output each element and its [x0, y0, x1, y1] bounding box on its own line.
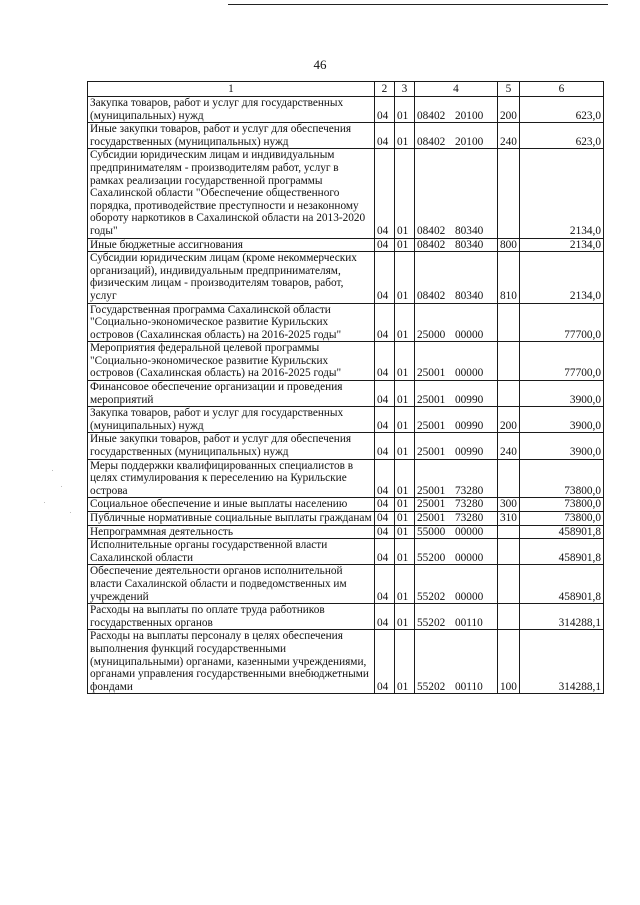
- program-code-part1: 25001: [417, 512, 446, 524]
- row-amount: 314288,1: [520, 630, 604, 694]
- row-section: 04: [375, 149, 395, 238]
- program-code-part1: 55202: [417, 680, 446, 693]
- row-section: 04: [375, 539, 395, 565]
- row-subsection: 01: [395, 303, 415, 342]
- program-code-part1: 55200: [417, 551, 446, 564]
- page-number: 46: [313, 57, 327, 72]
- row-expense-type: 200: [498, 407, 520, 433]
- row-amount: 3900,0: [520, 381, 604, 407]
- row-subsection: 01: [395, 433, 415, 459]
- program-code-part2: 00000: [455, 525, 484, 538]
- row-name: Обеспечение деятельности органов исполнительной власти Сахалинской области и подведомственных им учреждений: [88, 565, 375, 604]
- row-section: 04: [375, 525, 395, 539]
- row-expense-type: [498, 525, 520, 539]
- row-subsection: 01: [395, 407, 415, 433]
- row-amount: 77700,0: [520, 303, 604, 342]
- row-section: 04: [375, 381, 395, 407]
- row-section: 04: [375, 459, 395, 498]
- program-code-part1: 25000: [417, 328, 446, 341]
- row-expense-type: 240: [498, 433, 520, 459]
- row-expense-type: [498, 149, 520, 238]
- program-code-part1: 08402: [417, 238, 446, 251]
- program-code-part2: 00990: [455, 446, 484, 459]
- row-amount: 73800,0: [520, 459, 604, 498]
- program-code-part2: 80340: [455, 238, 484, 251]
- table-body: [88, 82, 604, 694]
- table-row: [88, 407, 604, 433]
- program-code-part1: 08402: [417, 135, 446, 148]
- table-row: [88, 97, 604, 123]
- row-name: Иные бюджетные ассигнования: [88, 238, 375, 252]
- table-row: [88, 630, 604, 694]
- row-expense-type: 300: [498, 498, 520, 512]
- top-rule: [228, 4, 608, 5]
- row-name: Публичные нормативные социальные выплаты гражданам: [88, 512, 375, 526]
- row-amount: 458901,8: [520, 565, 604, 604]
- row-expense-type: [498, 604, 520, 630]
- row-program-code: [415, 525, 498, 539]
- table-row: [88, 381, 604, 407]
- column-header: 2: [375, 82, 395, 97]
- row-subsection: 01: [395, 381, 415, 407]
- row-section: 04: [375, 97, 395, 123]
- program-code-part1: 25001: [417, 446, 446, 459]
- row-expense-type: [498, 565, 520, 604]
- program-code-part2: 00000: [455, 551, 484, 564]
- row-name: Мероприятия федеральной целевой программы "Социально-экономическое развитие Курильских островов (Сахалинская область) на 2016-2025 годы": [88, 342, 375, 381]
- row-name: Социальное обеспечение и иные выплаты населению: [88, 498, 375, 512]
- row-expense-type: 240: [498, 123, 520, 149]
- program-code-part2: 00990: [455, 393, 484, 406]
- program-code-part1: 25001: [417, 498, 446, 511]
- program-code-part1: 25001: [417, 419, 446, 432]
- row-program-code: [415, 498, 498, 512]
- row-amount: 314288,1: [520, 604, 604, 630]
- table-row: [88, 539, 604, 565]
- program-code-part2: 20100: [455, 135, 484, 148]
- row-program-code: [415, 512, 498, 526]
- row-program-code: [415, 433, 498, 459]
- table-row: [88, 525, 604, 539]
- row-section: 04: [375, 252, 395, 303]
- program-code-part2: 00000: [455, 328, 484, 341]
- program-code-part2: 00000: [455, 367, 484, 380]
- program-code-part2: 00110: [455, 616, 483, 629]
- program-code-part2: 73280: [455, 498, 484, 511]
- table-row: [88, 123, 604, 149]
- row-section: 04: [375, 407, 395, 433]
- row-subsection: 01: [395, 459, 415, 498]
- row-program-code: [415, 381, 498, 407]
- column-header: 3: [395, 82, 415, 97]
- row-program-code: [415, 565, 498, 604]
- row-program-code: [415, 539, 498, 565]
- row-section: 04: [375, 123, 395, 149]
- table-row: [88, 303, 604, 342]
- row-name: Субсидии юридическим лицам (кроме некоммерческих организаций), индивидуальным предпринимателям, физическим лицам - производителям товаров, работ, услуг: [88, 252, 375, 303]
- row-expense-type: 800: [498, 238, 520, 252]
- program-code-part1: 55202: [417, 590, 446, 603]
- program-code-part2: 00990: [455, 419, 484, 432]
- table-row: [88, 512, 604, 526]
- row-program-code: [415, 407, 498, 433]
- program-code-part2: 00000: [455, 590, 484, 603]
- program-code-part2: 80340: [455, 289, 484, 302]
- row-subsection: 01: [395, 238, 415, 252]
- row-expense-type: 810: [498, 252, 520, 303]
- row-subsection: 01: [395, 565, 415, 604]
- column-header: 6: [520, 82, 604, 97]
- row-name: Расходы на выплаты персоналу в целях обеспечения выполнения функций государственными (муниципальными) органами, казенными учреждениями, органами управления государственными внебюджетными фондами: [88, 630, 375, 694]
- program-code-part1: 55202: [417, 616, 446, 629]
- row-program-code: [415, 303, 498, 342]
- program-code-part2: 80340: [455, 224, 484, 237]
- row-expense-type: 100: [498, 630, 520, 694]
- table-row: [88, 498, 604, 512]
- row-amount: 73800,0: [520, 512, 604, 526]
- row-program-code: [415, 604, 498, 630]
- row-subsection: 01: [395, 604, 415, 630]
- program-code-part2: 00110: [455, 680, 483, 693]
- table-row: [88, 565, 604, 604]
- row-program-code: [415, 97, 498, 123]
- row-name: Иные закупки товаров, работ и услуг для обеспечения государственных (муниципальных) нужд: [88, 123, 375, 149]
- row-name: Расходы на выплаты по оплате труда работников государственных органов: [88, 604, 375, 630]
- table-row: [88, 433, 604, 459]
- row-expense-type: 310: [498, 512, 520, 526]
- program-code-part1: 08402: [417, 109, 446, 122]
- row-program-code: [415, 238, 498, 252]
- row-name: Субсидии юридическим лицам и индивидуальным предпринимателям - производителям работ, услуг в рамках реализации государственной программы Сахалинской области "Обеспечение общественного порядка, противодействие преступности и незаконному обороту наркотиков в Сахалинской области на 2013-2020 годы": [88, 149, 375, 238]
- table-row: [88, 604, 604, 630]
- row-name: Финансовое обеспечение организации и проведения мероприятий: [88, 381, 375, 407]
- table-row: [88, 149, 604, 238]
- row-amount: 458901,8: [520, 539, 604, 565]
- program-code-part2: 20100: [455, 109, 484, 122]
- column-header: 5: [498, 82, 520, 97]
- row-section: 04: [375, 303, 395, 342]
- row-amount: 77700,0: [520, 342, 604, 381]
- table-row: [88, 238, 604, 252]
- row-program-code: [415, 149, 498, 238]
- row-subsection: 01: [395, 97, 415, 123]
- row-name: Непрограммная деятельность: [88, 525, 375, 539]
- row-section: 04: [375, 630, 395, 694]
- row-program-code: [415, 252, 498, 303]
- row-section: 04: [375, 498, 395, 512]
- row-section: 04: [375, 565, 395, 604]
- row-section: 04: [375, 512, 395, 526]
- row-expense-type: [498, 342, 520, 381]
- program-code-part1: 25001: [417, 484, 446, 497]
- row-subsection: 01: [395, 525, 415, 539]
- budget-table: [87, 81, 604, 694]
- row-amount: 3900,0: [520, 433, 604, 459]
- row-program-code: [415, 123, 498, 149]
- row-name: Государственная программа Сахалинской области "Социально-экономическое развитие Курильских островов (Сахалинская область) на 2016-2025 годы": [88, 303, 375, 342]
- row-amount: 623,0: [520, 97, 604, 123]
- program-code-part1: 08402: [417, 224, 446, 237]
- table-header-row: [88, 82, 604, 97]
- program-code-part2: 73280: [455, 484, 484, 497]
- row-subsection: 01: [395, 342, 415, 381]
- row-amount: 2134,0: [520, 252, 604, 303]
- row-program-code: [415, 459, 498, 498]
- row-expense-type: 200: [498, 97, 520, 123]
- table-row: [88, 252, 604, 303]
- row-program-code: [415, 630, 498, 694]
- row-amount: 73800,0: [520, 498, 604, 512]
- row-subsection: 01: [395, 149, 415, 238]
- column-header: 4: [415, 82, 498, 97]
- row-subsection: 01: [395, 123, 415, 149]
- row-section: 04: [375, 604, 395, 630]
- row-expense-type: [498, 303, 520, 342]
- row-name: Иные закупки товаров, работ и услуг для обеспечения государственных (муниципальных) нужд: [88, 433, 375, 459]
- row-expense-type: [498, 381, 520, 407]
- row-expense-type: [498, 459, 520, 498]
- row-name: Закупка товаров, работ и услуг для государственных (муниципальных) нужд: [88, 97, 375, 123]
- program-code-part1: 25001: [417, 393, 446, 406]
- program-code-part1: 55000: [417, 525, 446, 538]
- row-program-code: [415, 342, 498, 381]
- row-subsection: 01: [395, 252, 415, 303]
- program-code-part2: 73280: [455, 512, 484, 524]
- table-row: [88, 459, 604, 498]
- row-amount: 2134,0: [520, 149, 604, 238]
- row-amount: 458901,8: [520, 525, 604, 539]
- row-subsection: 01: [395, 539, 415, 565]
- row-section: 04: [375, 342, 395, 381]
- row-subsection: 01: [395, 512, 415, 526]
- row-expense-type: [498, 539, 520, 565]
- row-name: Меры поддержки квалифицированных специалистов в целях стимулирования к переселению на Курильские острова: [88, 459, 375, 498]
- row-section: 04: [375, 238, 395, 252]
- row-amount: 623,0: [520, 123, 604, 149]
- row-amount: 3900,0: [520, 407, 604, 433]
- row-name: Закупка товаров, работ и услуг для государственных (муниципальных) нужд: [88, 407, 375, 433]
- row-section: 04: [375, 433, 395, 459]
- row-amount: 2134,0: [520, 238, 604, 252]
- table-row: [88, 342, 604, 381]
- row-subsection: 01: [395, 630, 415, 694]
- row-subsection: 01: [395, 498, 415, 512]
- column-header: 1: [88, 82, 375, 97]
- program-code-part1: 08402: [417, 289, 446, 302]
- program-code-part1: 25001: [417, 367, 446, 380]
- row-name: Исполнительные органы государственной власти Сахалинской области: [88, 539, 375, 565]
